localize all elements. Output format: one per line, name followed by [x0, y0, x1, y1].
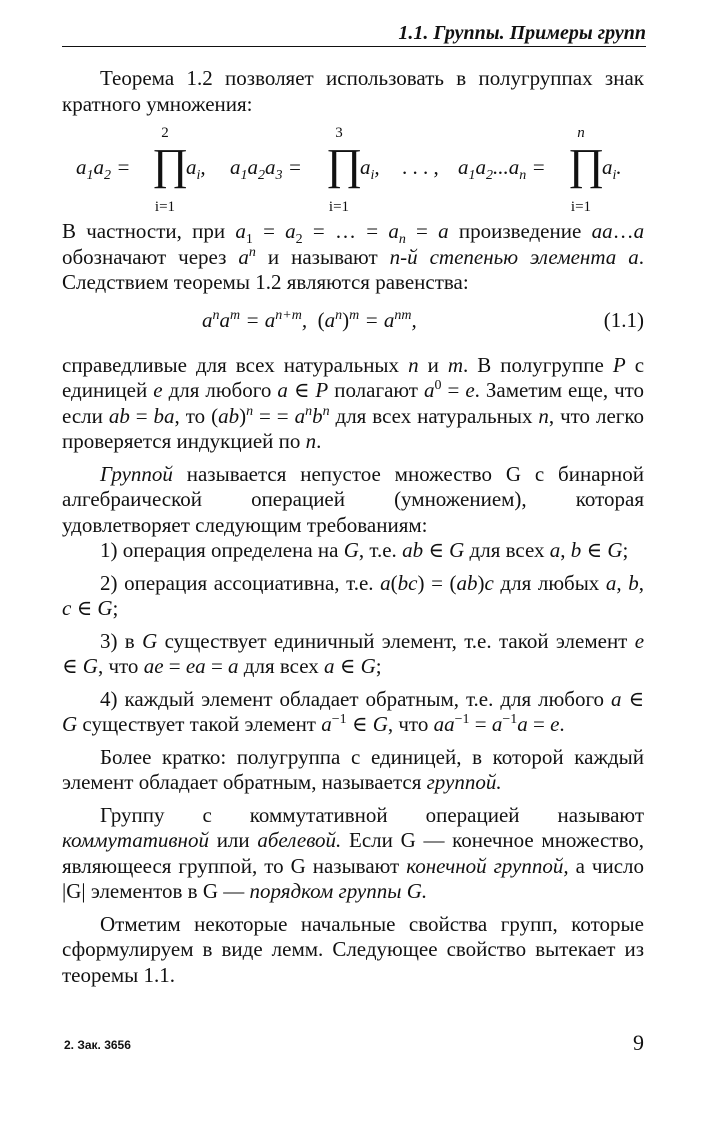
prod-lower-limit-1: i=1 [154, 199, 176, 215]
formula-ai-2: $a_i$, [360, 155, 380, 184]
prod-upper-limit-3: n [577, 125, 585, 141]
product-symbol-2: ∏ [326, 140, 363, 189]
formula-a1a2: $a_1a_2$ = [76, 155, 131, 184]
prod-upper-limit-2: 3 [335, 125, 343, 141]
paragraph-natural: справедливые для всех натуральных n и m. В полугруппе P с единицей e для любого a ∈ P полагают $a^0 = e$. Заметим еще, что если ab = ba, то (ab)$^n$ = = $a^nb^n$ для всех натуральных n, что легко проверяется индукцией по n. [62, 352, 645, 453]
equation-number: (1.1) [603, 307, 644, 332]
paragraph-brief: Более кратко: полугруппа с единицей, в которой каждый элемент обладает обратным, называется группой. [62, 744, 644, 794]
prod-upper-limit-1: 2 [161, 125, 169, 141]
paragraph-intro: Теорема 1.2 позволяет использовать в полугруппах знак кратного умножения: [62, 66, 644, 116]
product-symbol-3: ∏ [568, 140, 605, 189]
product-symbol-1: ∏ [152, 140, 189, 189]
formula-a1a2a3: $a_1a_2a_3$ = [230, 155, 302, 184]
paragraph-properties: Отметим некоторые начальные свойства групп, которые сформулируем в виде лемм. Следующее свойство вытекает из теоремы 1.1. [62, 911, 644, 987]
page-number: 9 [633, 1030, 644, 1055]
list-item-4: 4) каждый элемент обладает обратным, т.е. для любого a ∈ G существует такой элемент $a^{-1}$ ∈ G, что $aa^{-1} = a^{-1}a = e$. [62, 686, 644, 736]
running-header: 1.1. Группы. Примеры групп [62, 22, 646, 47]
prod-lower-limit-2: i=1 [328, 199, 350, 215]
formula-ai-1: $a_i$, [186, 155, 206, 184]
paragraph-group-def: Группой называется непустое множество G с бинарной алгебраической операцией (умножением), которая удовлетворяет следующим требованиям: [62, 461, 644, 537]
equation-1-1-body: $a^na^m = a^{n+m}$, $(a^n)^m = a^{nm}$, [202, 307, 417, 332]
term-group: Группой [100, 461, 173, 486]
formula-ai-3: $a_i$. [602, 155, 622, 184]
term-group-2: группой. [426, 770, 502, 794]
list-item-2: 2) операция ассоциативна, т.е. a(bc) = (ab)c для любых a, b, c ∈ G; [62, 570, 644, 620]
paragraph-abelian: Группу с коммутативной операцией называют коммутативной или абелевой. Если G — конечное множество, являющееся группой, то G называют конечной группой, а число |G| элементов в G — порядком группы G. [62, 802, 645, 903]
ellipsis: . . . , [402, 155, 439, 179]
term-nth-power: n-й степенью элемента a [389, 244, 639, 269]
equation-1-1 [62, 302, 644, 346]
page-body [62, 66, 644, 988]
paragraph-powers: В частности, при $a_1 = a_2$ = … = $a_n = a$ произведение aa…a обозначают через $a^n$ и называют n-й степенью элемента a. Следствием теоремы 1.2 являются равенства: [62, 219, 645, 294]
formula-a1an: $a_1a_2...a_n$ = [458, 155, 546, 184]
prod-lower-limit-3: i=1 [570, 199, 592, 215]
printer-signature: 2. Зак. 3656 [64, 1038, 131, 1052]
product-formulas [62, 121, 644, 213]
list-item-1: 1) операция определена на G, т.е. ab ∈ G для всех a, b ∈ G; [100, 538, 629, 562]
list-item-3: 3) в G существует единичный элемент, т.е. такой элемент e ∈ G, что ae = ea = a для всех a ∈ G; [62, 628, 645, 678]
